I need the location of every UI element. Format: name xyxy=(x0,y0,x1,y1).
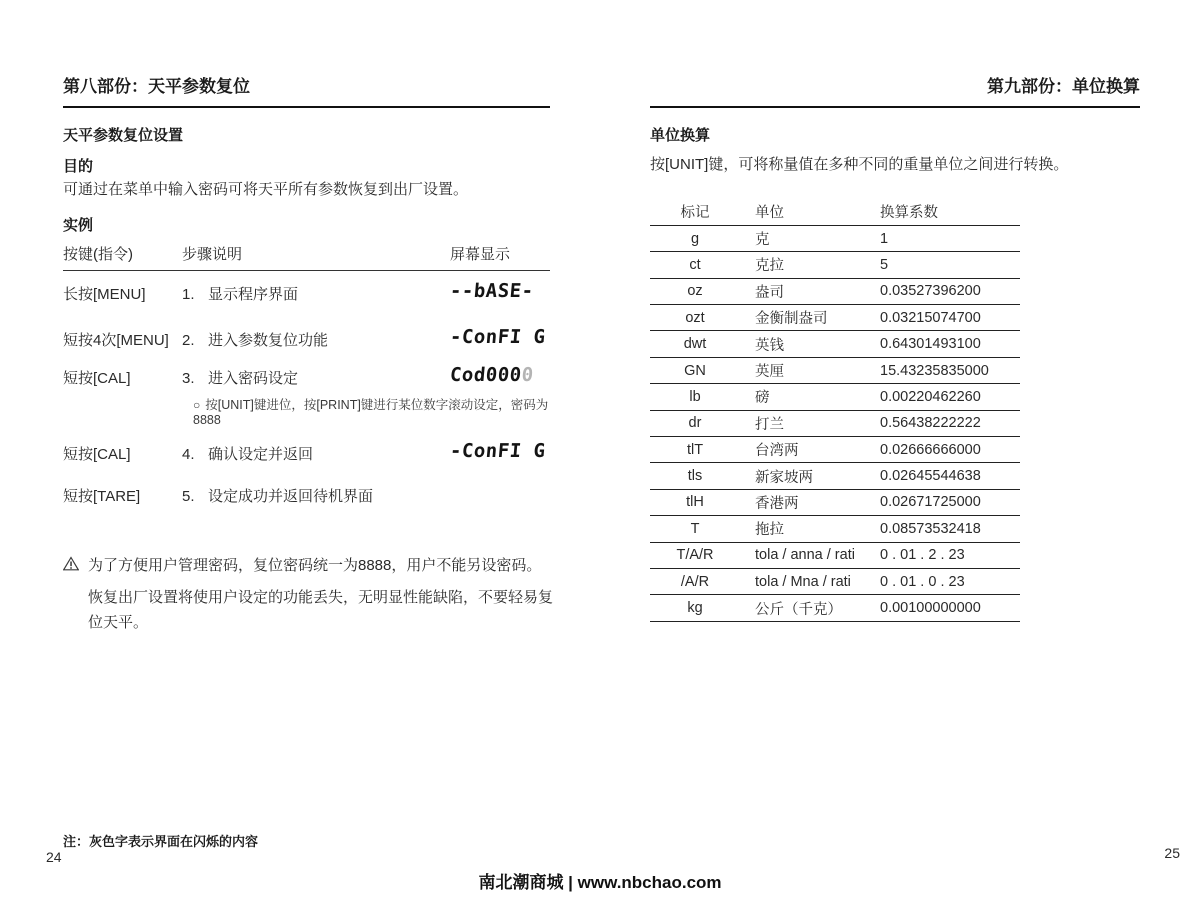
step3-note xyxy=(193,395,563,427)
col-header-screen: 屏幕显示 xyxy=(450,246,511,263)
col-header-unit: 单位 xyxy=(740,199,875,225)
unit-factor: 5 xyxy=(875,252,1020,278)
step3-note-text: 按[UNIT]键进位，按[PRINT]键进行某位数字滚动设定，密码为8888 xyxy=(193,398,549,427)
unit-factor: 0.02671725000 xyxy=(875,489,1020,515)
unit-name: 金衡制盎司 xyxy=(740,305,875,331)
table-row xyxy=(650,357,1020,383)
table-row xyxy=(650,305,1020,331)
step-text: 确认设定并返回 xyxy=(208,446,314,463)
unit-name: 台湾两 xyxy=(740,437,875,463)
lcd-display: -ConFI G xyxy=(449,440,547,462)
circle-bullet-icon: ○ xyxy=(193,398,201,412)
unit-conversion-intro: 按[UNIT]键，可将称量值在多种不同的重量单位之间进行转换。 xyxy=(650,156,1069,173)
table-row xyxy=(650,568,1020,594)
unit-conversion-title: 单位换算 xyxy=(650,127,711,144)
unit-name: tola / Mna / rati xyxy=(740,568,875,594)
col-header-factor: 换算系数 xyxy=(875,199,1020,225)
unit-factor: 0.03215074700 xyxy=(875,305,1020,331)
section8-header: 第八部份：天平参数复位 xyxy=(63,72,550,108)
unit-factor: 0.64301493100 xyxy=(875,331,1020,357)
lcd-display: -ConFI G xyxy=(449,326,547,348)
step-number: 2. xyxy=(182,332,195,349)
step-number: 5. xyxy=(182,488,195,505)
unit-name: 英钱 xyxy=(740,331,875,357)
table-row xyxy=(650,516,1020,542)
unit-factor: 0 . 01 . 0 . 23 xyxy=(875,568,1020,594)
unit-table-header xyxy=(650,199,1020,225)
unit-factor: 0.08573532418 xyxy=(875,516,1020,542)
unit-mark: T/A/R xyxy=(650,542,740,568)
unit-mark: T xyxy=(650,516,740,542)
warning-text-2: 恢复出厂设置将使用户设定的功能丢失，无明显性能缺陷，不要轻易复位天平。 xyxy=(88,589,554,631)
unit-mark: oz xyxy=(650,278,740,304)
table-row xyxy=(650,384,1020,410)
unit-factor: 0.00220462260 xyxy=(875,384,1020,410)
table-row xyxy=(650,595,1020,621)
lcd-display: Cod0000 xyxy=(449,364,535,386)
table-row xyxy=(650,542,1020,568)
reset-steps-table xyxy=(63,243,550,505)
unit-factor: 0.02666666000 xyxy=(875,437,1020,463)
step-text: 进入参数复位功能 xyxy=(208,332,329,349)
unit-factor: 15.43235835000 xyxy=(875,357,1020,383)
unit-factor: 0.56438222222 xyxy=(875,410,1020,436)
step-key: 短按[CAL] xyxy=(63,446,131,463)
unit-factor: 0.03527396200 xyxy=(875,278,1020,304)
unit-factor: 0.00100000000 xyxy=(875,595,1020,621)
page-number-left: 24 xyxy=(46,849,62,865)
unit-name: 拖拉 xyxy=(740,516,875,542)
table-row xyxy=(650,437,1020,463)
table-row xyxy=(650,225,1020,251)
unit-conversion-table xyxy=(650,199,1020,622)
table-row xyxy=(650,489,1020,515)
unit-name: 克 xyxy=(740,225,875,251)
unit-name: 磅 xyxy=(740,384,875,410)
step-text: 进入密码设定 xyxy=(208,370,299,387)
unit-mark: tlT xyxy=(650,437,740,463)
unit-mark: lb xyxy=(650,384,740,410)
unit-mark: ct xyxy=(650,252,740,278)
lcd-display: --bASE- xyxy=(449,280,535,302)
unit-mark: ozt xyxy=(650,305,740,331)
page-number-right: 25 xyxy=(1164,845,1180,861)
col-header-key: 按键(指令) xyxy=(63,246,133,263)
unit-name: 新家坡两 xyxy=(740,463,875,489)
unit-mark: tlH xyxy=(650,489,740,515)
unit-name: 英厘 xyxy=(740,357,875,383)
reset-settings-title: 天平参数复位设置 xyxy=(63,127,184,144)
unit-factor: 0.02645544638 xyxy=(875,463,1020,489)
unit-factor: 0 . 01 . 2 . 23 xyxy=(875,542,1020,568)
unit-mark: GN xyxy=(650,357,740,383)
warning-icon xyxy=(63,556,79,575)
step-key: 短按[CAL] xyxy=(63,370,131,387)
unit-mark: dwt xyxy=(650,331,740,357)
table-row xyxy=(650,278,1020,304)
step-number: 3. xyxy=(182,370,195,387)
purpose-text: 可通过在菜单中输入密码可将天平所有参数恢复到出厂设置。 xyxy=(63,181,469,198)
purpose-label: 目的 xyxy=(63,158,94,175)
footer-watermark: 南北潮商城 | www.nbchao.com xyxy=(478,873,722,892)
step-text: 设定成功并返回待机界面 xyxy=(208,488,374,505)
section9-header: 第九部份：单位换算 xyxy=(650,72,1140,108)
unit-name: 香港两 xyxy=(740,489,875,515)
col-header-step: 步骤说明 xyxy=(182,246,243,263)
example-label: 实例 xyxy=(63,217,94,234)
step-number: 1. xyxy=(182,286,195,303)
lcd-flashing-digit: 0 xyxy=(520,364,535,386)
table-row xyxy=(650,252,1020,278)
unit-name: 克拉 xyxy=(740,252,875,278)
unit-name: 盎司 xyxy=(740,278,875,304)
unit-mark: g xyxy=(650,225,740,251)
table-row xyxy=(650,463,1020,489)
unit-mark: /A/R xyxy=(650,568,740,594)
unit-name: 公斤（千克） xyxy=(740,595,875,621)
steps-table-header xyxy=(63,243,550,271)
unit-mark: kg xyxy=(650,595,740,621)
table-row xyxy=(650,410,1020,436)
gray-flash-note: 注：灰色字表示界面在闪烁的内容 xyxy=(63,834,259,849)
table-row xyxy=(650,331,1020,357)
unit-factor: 1 xyxy=(875,225,1020,251)
unit-name: 打兰 xyxy=(740,410,875,436)
col-header-mark: 标记 xyxy=(650,199,740,225)
step-key: 短按4次[MENU] xyxy=(63,332,169,349)
unit-mark: tls xyxy=(650,463,740,489)
step-key: 长按[MENU] xyxy=(63,286,146,303)
warning-text: 为了方便用户管理密码，复位密码统一为8888，用户不能另设密码。 xyxy=(88,557,542,574)
unit-name: tola / anna / rati xyxy=(740,542,875,568)
step-key: 短按[TARE] xyxy=(63,488,141,505)
step-number: 4. xyxy=(182,446,195,463)
step-text: 显示程序界面 xyxy=(208,286,299,303)
unit-mark: dr xyxy=(650,410,740,436)
